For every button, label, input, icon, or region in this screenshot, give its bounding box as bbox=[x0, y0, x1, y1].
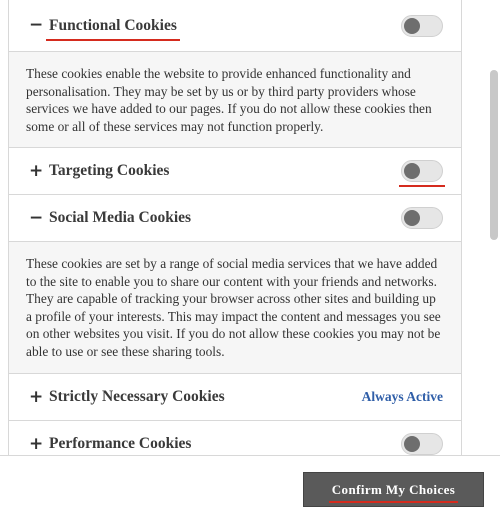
collapse-icon[interactable]: − bbox=[29, 15, 44, 35]
functional-cookies-description: These cookies enable the website to provide enhanced functionality and personalisation. They may be set by us or by third party providers whose services we have added to our pages. If you do not allow these cookies then some or all of these services may not function properly. bbox=[9, 52, 461, 148]
highlight-underline bbox=[46, 39, 180, 41]
social-media-cookies-header[interactable] bbox=[9, 195, 461, 242]
confirm-my-choices-button[interactable] bbox=[303, 472, 484, 507]
social-media-cookies-toggle[interactable] bbox=[401, 207, 443, 229]
strictly-necessary-cookies-title: Strictly Necessary Cookies bbox=[49, 388, 225, 405]
functional-cookies-label: Functional Cookies bbox=[49, 16, 177, 34]
functional-cookies-title bbox=[49, 17, 177, 35]
collapse-icon[interactable]: − bbox=[29, 207, 44, 228]
scrollbar-thumb[interactable] bbox=[490, 70, 498, 240]
strictly-necessary-cookies-header[interactable] bbox=[9, 374, 461, 421]
cookie-categories-panel bbox=[8, 0, 462, 455]
highlight-underline bbox=[329, 501, 458, 503]
functional-cookies-toggle[interactable] bbox=[401, 15, 443, 37]
performance-cookies-toggle[interactable] bbox=[401, 433, 443, 455]
functional-cookies-header[interactable] bbox=[9, 0, 461, 52]
expand-icon[interactable]: + bbox=[29, 386, 44, 407]
social-media-cookies-description: These cookies are set by a range of social media services that we have added to the site to enable you to share our content with your friends and networks. They are capable of tracking your browser across other sites and building up a profile of your interests. This may impact the content and messages you see on other websites you visit. If you do not allow these cookies you may not be able to use or see these sharing tools. bbox=[9, 242, 461, 374]
footer-bar bbox=[0, 455, 500, 513]
confirm-button-label: Confirm My Choices bbox=[331, 481, 456, 497]
expand-icon[interactable]: + bbox=[29, 160, 44, 181]
confirm-button-label-wrap bbox=[332, 482, 455, 498]
always-active-status: Always Active bbox=[361, 389, 443, 404]
expand-icon[interactable]: + bbox=[29, 433, 44, 454]
toggle-knob bbox=[404, 436, 420, 452]
toggle-knob bbox=[404, 163, 420, 179]
highlight-underline bbox=[399, 185, 445, 187]
social-media-cookies-title: Social Media Cookies bbox=[49, 209, 192, 226]
targeting-cookies-header[interactable] bbox=[9, 148, 461, 195]
targeting-cookies-title: Targeting Cookies bbox=[49, 162, 170, 179]
targeting-cookies-toggle[interactable] bbox=[401, 160, 443, 182]
performance-cookies-header[interactable] bbox=[9, 421, 461, 455]
toggle-knob bbox=[404, 210, 420, 226]
toggle-knob bbox=[404, 18, 420, 34]
performance-cookies-title: Performance Cookies bbox=[49, 435, 192, 452]
